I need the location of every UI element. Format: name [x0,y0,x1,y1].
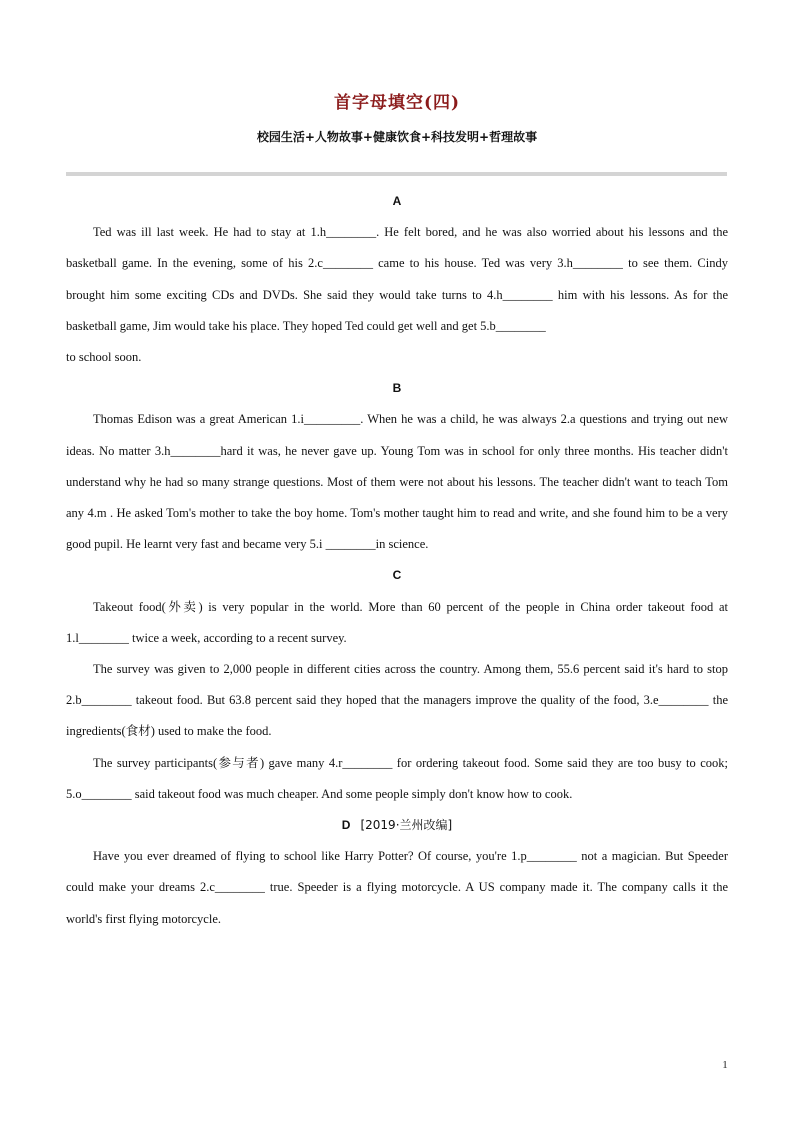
section-d-source: [2019·兰州改编] [360,818,453,833]
section-a-paragraph: Ted was ill last week. He had to stay at 1.h________. He felt bored, and he was also worried about his lessons and the basketball game. In the evening, some of his 2.c________ came to his house. Ted was very 3.h________ to see them. Cindy brought him some exciting CDs and DVDs. She said they would take turns to 4.h________ him with his lessons. As for the basketball game, Jim would take his place. They hoped Ted could get well and get 5.b________ [66,225,728,333]
section-c-paragraph: The survey was given to 2,000 people in different cities across the country. Among them, 55.6 percent said it's hard to stop 2.b________ takeout food. But 63.8 percent said they hoped that the managers improve the quality of the food, 3.e________ the ingredients(食材) used to make the food. [66,662,728,739]
section-b-label: B [392,381,402,396]
section-c-paragraph: Takeout food(外卖) is very popular in the world. More than 60 percent of the people in China order takeout food at 1.l________ twice a week, according to a recent survey. [66,599,728,645]
section-b-paragraph: Thomas Edison was a great American 1.i_________. When he was a child, he was always 2.a questions and trying out new ideas. No matter 3.h________hard it was, he never gave up. Young Tom was in school for only three months. His teacher didn't understand why he had so many strange questions. Most of them were not about his lessons. The teacher didn't want to teach Tom any 4.m . He asked Tom's mother to take the boy home. Tom's mother taught him to read and write, and she found him to be a very good pupil. He learnt very fast and became very 5.i ________in science. [66,412,728,552]
section-c-label: C [392,568,402,583]
section-c-paragraph: The survey participants(参与者) gave many 4.r________ for ordering takeout food. Some said they are too busy to cook; 5.o________ said takeout food was much cheaper. And some people simply don't know how to cook. [66,755,728,801]
page-title: 首字母填空(四) [333,93,461,113]
page-number: 1 [722,1059,728,1071]
header-divider [66,172,727,176]
passages-container [66,186,728,935]
section-d-paragraph: Have you ever dreamed of flying to school like Harry Potter? Of course, you're 1.p________ not a magician. But Speeder could make your dreams 2.c________ true. Speeder is a flying motorcycle. A US company made it. The company calls it the world's first flying motorcycle. [66,849,728,926]
section-d-label: D [2019·兰州改编] [341,818,453,833]
page-subtitle: 校园生活+人物故事+健康饮食+科技发明+哲理故事 [256,130,538,144]
section-a-label: A [392,194,402,208]
section-a-paragraph: to school soon. [66,350,142,365]
